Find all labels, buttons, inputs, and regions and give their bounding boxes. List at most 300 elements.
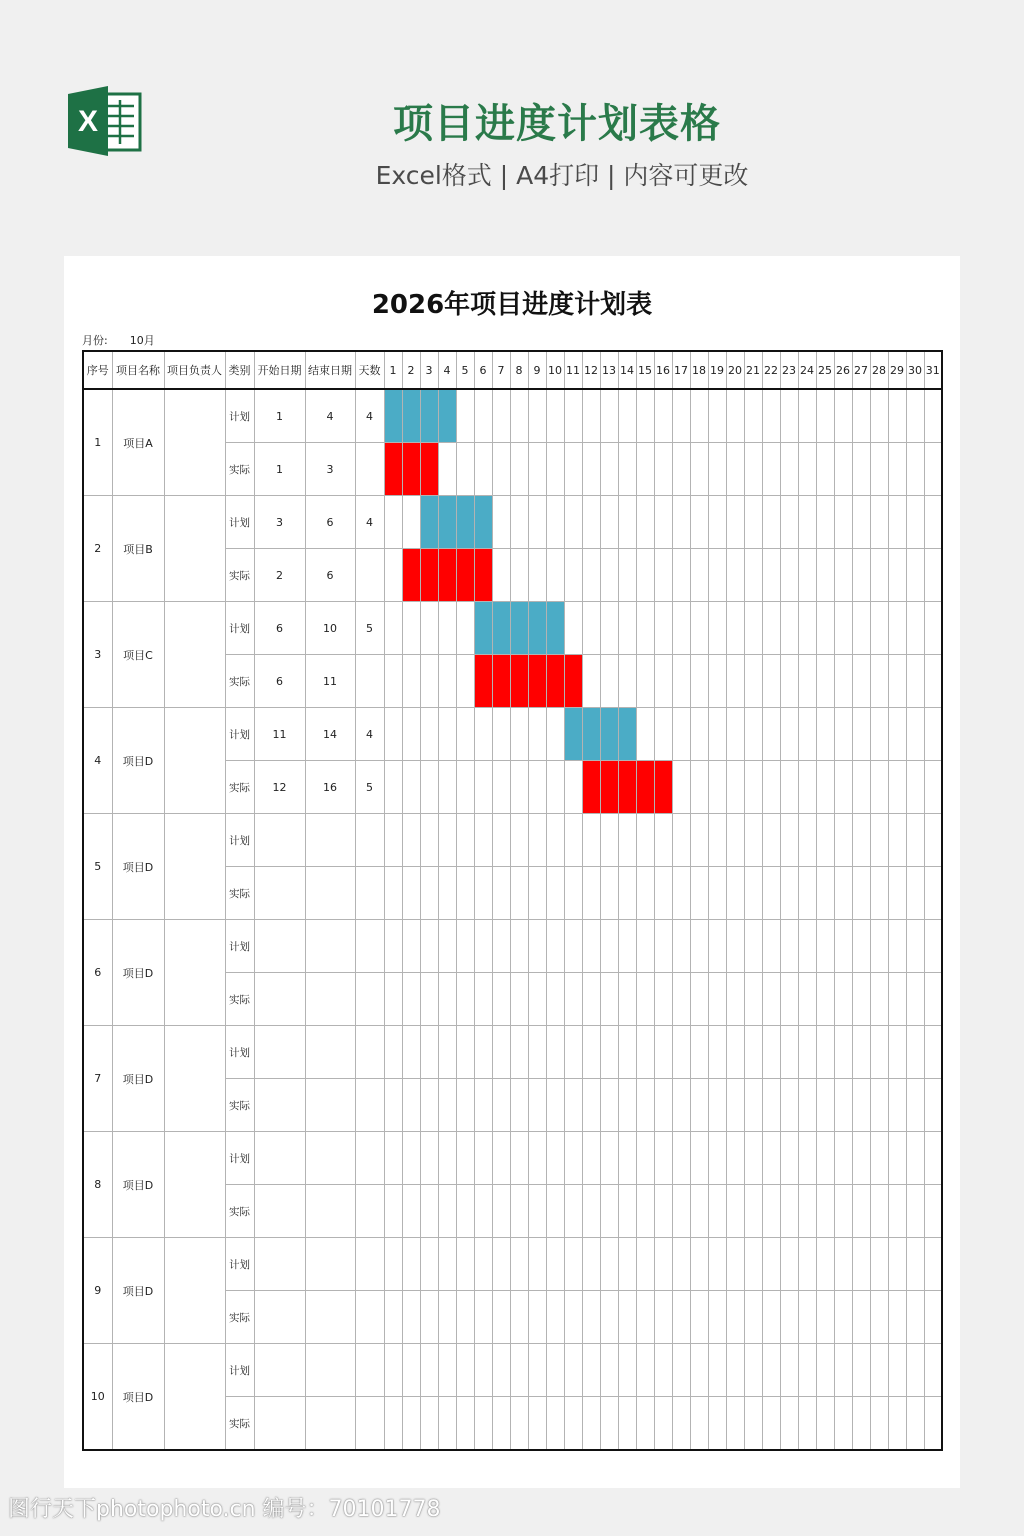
start-date: 6 xyxy=(254,602,305,655)
day-cell xyxy=(852,708,870,761)
day-cell xyxy=(834,1185,852,1238)
end-date xyxy=(305,867,355,920)
row-kind: 计划 xyxy=(225,1026,254,1079)
day-cell xyxy=(600,549,618,602)
day-cell xyxy=(528,920,546,973)
day-cell xyxy=(456,602,474,655)
day-cell xyxy=(582,1238,600,1291)
day-cell xyxy=(798,549,816,602)
day-cell xyxy=(618,1026,636,1079)
day-cell xyxy=(564,761,582,814)
start-date xyxy=(254,1026,305,1079)
day-cell xyxy=(906,1079,924,1132)
day-cell xyxy=(708,389,726,443)
end-date: 10 xyxy=(305,602,355,655)
duration-days xyxy=(355,655,384,708)
day-cell xyxy=(438,1291,456,1344)
day-cell xyxy=(564,1132,582,1185)
day-cell xyxy=(420,814,438,867)
project-owner xyxy=(164,389,225,496)
day-cell xyxy=(798,1291,816,1344)
day-cell xyxy=(672,814,690,867)
gantt-grid-wrapper xyxy=(82,350,943,1451)
day-cell xyxy=(438,867,456,920)
day-cell xyxy=(672,1397,690,1451)
day-cell xyxy=(384,1132,402,1185)
day-cell xyxy=(906,1291,924,1344)
day-cell xyxy=(636,443,654,496)
day-cell xyxy=(762,602,780,655)
day-cell xyxy=(600,973,618,1026)
day-header: 18 xyxy=(690,351,708,389)
duration-days: 4 xyxy=(355,708,384,761)
day-cell xyxy=(798,761,816,814)
start-date: 6 xyxy=(254,655,305,708)
day-cell xyxy=(780,1026,798,1079)
day-cell xyxy=(744,655,762,708)
project-name: 项目A xyxy=(112,389,164,496)
day-cell xyxy=(402,1344,420,1397)
day-header: 9 xyxy=(528,351,546,389)
start-date xyxy=(254,1291,305,1344)
day-cell xyxy=(816,1079,834,1132)
day-cell xyxy=(600,1291,618,1344)
day-header: 29 xyxy=(888,351,906,389)
row-kind: 实际 xyxy=(225,1079,254,1132)
day-cell xyxy=(870,1291,888,1344)
day-cell xyxy=(456,708,474,761)
day-cell xyxy=(402,602,420,655)
day-cell xyxy=(654,1185,672,1238)
day-cell xyxy=(870,1238,888,1291)
day-cell xyxy=(834,602,852,655)
day-cell xyxy=(402,1026,420,1079)
day-cell xyxy=(564,867,582,920)
day-cell xyxy=(492,973,510,1026)
day-cell xyxy=(798,708,816,761)
day-cell xyxy=(690,1344,708,1397)
day-cell xyxy=(384,1397,402,1451)
day-header: 22 xyxy=(762,351,780,389)
actual-bar-cell xyxy=(528,655,546,708)
actual-bar-cell xyxy=(420,549,438,602)
day-cell xyxy=(798,1344,816,1397)
day-cell xyxy=(510,1397,528,1451)
day-cell xyxy=(834,1238,852,1291)
day-cell xyxy=(852,761,870,814)
day-cell xyxy=(852,1079,870,1132)
day-cell xyxy=(582,1344,600,1397)
day-cell xyxy=(762,1026,780,1079)
day-cell xyxy=(438,973,456,1026)
day-cell xyxy=(780,1344,798,1397)
start-date xyxy=(254,1132,305,1185)
day-cell xyxy=(708,443,726,496)
duration-days xyxy=(355,443,384,496)
day-cell xyxy=(798,389,816,443)
day-cell xyxy=(636,655,654,708)
day-cell xyxy=(546,867,564,920)
day-cell xyxy=(582,1397,600,1451)
day-cell xyxy=(384,1079,402,1132)
day-cell xyxy=(384,1026,402,1079)
day-cell xyxy=(546,1397,564,1451)
day-cell xyxy=(618,602,636,655)
day-cell xyxy=(384,602,402,655)
day-cell xyxy=(888,814,906,867)
day-cell xyxy=(816,1132,834,1185)
day-cell xyxy=(492,920,510,973)
day-cell xyxy=(870,443,888,496)
day-cell xyxy=(924,655,942,708)
plan-bar-cell xyxy=(600,708,618,761)
day-cell xyxy=(780,389,798,443)
day-cell xyxy=(384,973,402,1026)
day-cell xyxy=(834,1397,852,1451)
day-cell xyxy=(564,1397,582,1451)
table-row xyxy=(83,1344,942,1397)
day-cell xyxy=(618,1344,636,1397)
day-cell xyxy=(924,761,942,814)
day-cell xyxy=(852,1291,870,1344)
duration-days xyxy=(355,1238,384,1291)
day-cell xyxy=(384,920,402,973)
day-cell xyxy=(528,1238,546,1291)
day-cell xyxy=(888,549,906,602)
month-row xyxy=(82,332,155,348)
day-cell xyxy=(456,920,474,973)
duration-days xyxy=(355,973,384,1026)
day-cell xyxy=(726,496,744,549)
day-cell xyxy=(708,1344,726,1397)
day-cell xyxy=(672,1026,690,1079)
row-kind: 计划 xyxy=(225,496,254,549)
row-kind: 计划 xyxy=(225,708,254,761)
day-cell xyxy=(816,496,834,549)
day-cell xyxy=(474,973,492,1026)
day-cell xyxy=(834,814,852,867)
day-cell xyxy=(654,443,672,496)
day-cell xyxy=(672,1238,690,1291)
day-cell xyxy=(618,814,636,867)
plan-bar-cell xyxy=(474,602,492,655)
day-header: 2 xyxy=(402,351,420,389)
promo-subtitle: Excel格式 | A4打印 | 内容可更改 xyxy=(375,161,749,190)
day-cell xyxy=(690,443,708,496)
day-cell xyxy=(420,1079,438,1132)
day-cell xyxy=(438,920,456,973)
day-cell xyxy=(492,814,510,867)
day-header: 25 xyxy=(816,351,834,389)
day-cell xyxy=(798,496,816,549)
day-cell xyxy=(924,443,942,496)
actual-bar-cell xyxy=(474,655,492,708)
day-cell xyxy=(456,1397,474,1451)
day-cell xyxy=(402,867,420,920)
day-cell xyxy=(528,1026,546,1079)
day-header: 4 xyxy=(438,351,456,389)
day-cell xyxy=(528,1079,546,1132)
end-date xyxy=(305,814,355,867)
table-row xyxy=(83,1026,942,1079)
day-cell xyxy=(438,1344,456,1397)
day-cell xyxy=(654,1291,672,1344)
project-owner xyxy=(164,920,225,1026)
day-cell xyxy=(384,496,402,549)
day-cell xyxy=(870,602,888,655)
actual-bar-cell xyxy=(582,761,600,814)
day-cell xyxy=(654,602,672,655)
start-date xyxy=(254,1344,305,1397)
project-name: 项目D xyxy=(112,814,164,920)
day-cell xyxy=(798,655,816,708)
table-row xyxy=(83,389,942,443)
day-header: 7 xyxy=(492,351,510,389)
day-cell xyxy=(456,1185,474,1238)
day-cell xyxy=(672,1079,690,1132)
day-cell xyxy=(690,1079,708,1132)
day-cell xyxy=(438,1079,456,1132)
day-cell xyxy=(600,1344,618,1397)
duration-days xyxy=(355,1132,384,1185)
day-cell xyxy=(492,761,510,814)
day-cell xyxy=(564,1291,582,1344)
day-cell xyxy=(582,1079,600,1132)
day-cell xyxy=(798,1132,816,1185)
day-cell xyxy=(546,1291,564,1344)
day-cell xyxy=(690,496,708,549)
day-cell xyxy=(870,814,888,867)
day-cell xyxy=(456,1291,474,1344)
start-date xyxy=(254,814,305,867)
day-cell xyxy=(690,389,708,443)
day-cell xyxy=(726,761,744,814)
day-cell xyxy=(420,761,438,814)
day-cell xyxy=(726,443,744,496)
day-cell xyxy=(852,814,870,867)
day-cell xyxy=(564,549,582,602)
day-cell xyxy=(582,1185,600,1238)
day-cell xyxy=(402,708,420,761)
day-cell xyxy=(456,1026,474,1079)
day-cell xyxy=(654,867,672,920)
day-cell xyxy=(402,920,420,973)
day-cell xyxy=(924,920,942,973)
day-cell xyxy=(672,602,690,655)
project-owner xyxy=(164,1132,225,1238)
day-cell xyxy=(582,973,600,1026)
day-cell xyxy=(456,655,474,708)
day-cell xyxy=(762,496,780,549)
day-cell xyxy=(510,920,528,973)
actual-bar-cell xyxy=(420,443,438,496)
day-cell xyxy=(906,443,924,496)
day-cell xyxy=(420,1344,438,1397)
day-cell xyxy=(816,1344,834,1397)
day-cell xyxy=(780,1132,798,1185)
day-cell xyxy=(654,708,672,761)
day-cell xyxy=(546,708,564,761)
start-date: 11 xyxy=(254,708,305,761)
day-cell xyxy=(510,973,528,1026)
day-cell xyxy=(888,867,906,920)
day-cell xyxy=(492,708,510,761)
day-cell xyxy=(690,708,708,761)
day-cell xyxy=(564,1344,582,1397)
day-cell xyxy=(636,708,654,761)
day-cell xyxy=(924,1132,942,1185)
day-header: 13 xyxy=(600,351,618,389)
day-header: 27 xyxy=(852,351,870,389)
day-cell xyxy=(510,1238,528,1291)
day-cell xyxy=(834,1132,852,1185)
day-cell xyxy=(906,1026,924,1079)
actual-bar-cell xyxy=(654,761,672,814)
day-cell xyxy=(636,920,654,973)
day-cell xyxy=(564,814,582,867)
day-cell xyxy=(672,973,690,1026)
day-cell xyxy=(510,1291,528,1344)
day-cell xyxy=(510,1344,528,1397)
day-cell xyxy=(654,655,672,708)
project-name: 项目D xyxy=(112,1344,164,1451)
end-date xyxy=(305,1291,355,1344)
day-cell xyxy=(816,1238,834,1291)
day-cell xyxy=(834,708,852,761)
day-cell xyxy=(672,443,690,496)
end-date: 6 xyxy=(305,549,355,602)
day-cell xyxy=(798,1026,816,1079)
day-cell xyxy=(600,389,618,443)
day-cell xyxy=(780,496,798,549)
day-cell xyxy=(924,549,942,602)
day-cell xyxy=(888,389,906,443)
day-cell xyxy=(726,973,744,1026)
day-cell xyxy=(654,496,672,549)
day-cell xyxy=(708,1026,726,1079)
day-cell xyxy=(852,1397,870,1451)
day-cell xyxy=(762,814,780,867)
day-cell xyxy=(438,443,456,496)
day-cell xyxy=(456,443,474,496)
plan-bar-cell xyxy=(384,389,402,443)
day-cell xyxy=(870,496,888,549)
day-cell xyxy=(618,1132,636,1185)
day-cell xyxy=(528,1185,546,1238)
project-name: 项目B xyxy=(112,496,164,602)
day-cell xyxy=(510,1132,528,1185)
day-cell xyxy=(528,1344,546,1397)
day-cell xyxy=(924,1026,942,1079)
day-cell xyxy=(600,867,618,920)
day-cell xyxy=(744,973,762,1026)
day-cell xyxy=(870,549,888,602)
project-owner xyxy=(164,1238,225,1344)
day-cell xyxy=(798,867,816,920)
day-cell xyxy=(546,1079,564,1132)
day-cell xyxy=(636,1238,654,1291)
duration-days xyxy=(355,1344,384,1397)
day-cell xyxy=(528,708,546,761)
project-number: 6 xyxy=(83,920,112,1026)
day-cell xyxy=(618,920,636,973)
day-cell xyxy=(888,1238,906,1291)
day-cell xyxy=(888,1185,906,1238)
actual-bar-cell xyxy=(564,655,582,708)
row-kind: 计划 xyxy=(225,920,254,973)
day-cell xyxy=(744,708,762,761)
day-cell xyxy=(726,867,744,920)
day-cell xyxy=(492,496,510,549)
day-cell xyxy=(528,1291,546,1344)
day-cell xyxy=(870,1026,888,1079)
col-header: 序号 xyxy=(83,351,112,389)
day-cell xyxy=(492,1238,510,1291)
project-number: 2 xyxy=(83,496,112,602)
day-cell xyxy=(888,1026,906,1079)
day-cell xyxy=(438,1185,456,1238)
day-cell xyxy=(798,602,816,655)
day-cell xyxy=(618,496,636,549)
plan-bar-cell xyxy=(528,602,546,655)
row-kind: 实际 xyxy=(225,1185,254,1238)
end-date xyxy=(305,1238,355,1291)
day-header: 10 xyxy=(546,351,564,389)
day-cell xyxy=(834,549,852,602)
day-cell xyxy=(402,1397,420,1451)
day-cell xyxy=(744,1132,762,1185)
day-cell xyxy=(402,1079,420,1132)
day-cell xyxy=(600,1026,618,1079)
day-cell xyxy=(798,1397,816,1451)
day-cell xyxy=(636,549,654,602)
day-cell xyxy=(780,1185,798,1238)
day-cell xyxy=(546,814,564,867)
day-cell xyxy=(708,1185,726,1238)
day-cell xyxy=(744,1238,762,1291)
actual-bar-cell xyxy=(384,443,402,496)
day-cell xyxy=(492,549,510,602)
day-header: 21 xyxy=(744,351,762,389)
day-cell xyxy=(906,602,924,655)
actual-bar-cell xyxy=(546,655,564,708)
duration-days xyxy=(355,867,384,920)
project-owner xyxy=(164,708,225,814)
day-cell xyxy=(726,655,744,708)
day-cell xyxy=(618,1397,636,1451)
day-cell xyxy=(888,655,906,708)
day-cell xyxy=(798,1238,816,1291)
day-cell xyxy=(546,389,564,443)
day-cell xyxy=(636,1185,654,1238)
day-cell xyxy=(726,602,744,655)
start-date xyxy=(254,1238,305,1291)
table-row xyxy=(83,1238,942,1291)
day-cell xyxy=(708,1291,726,1344)
day-cell xyxy=(492,867,510,920)
day-cell xyxy=(492,1079,510,1132)
day-cell xyxy=(672,389,690,443)
duration-days: 4 xyxy=(355,496,384,549)
duration-days xyxy=(355,1397,384,1451)
day-cell xyxy=(708,1079,726,1132)
day-cell xyxy=(636,1132,654,1185)
day-cell xyxy=(870,920,888,973)
day-cell xyxy=(852,1185,870,1238)
actual-bar-cell xyxy=(618,761,636,814)
day-header: 26 xyxy=(834,351,852,389)
spreadsheet-page xyxy=(64,256,960,1488)
